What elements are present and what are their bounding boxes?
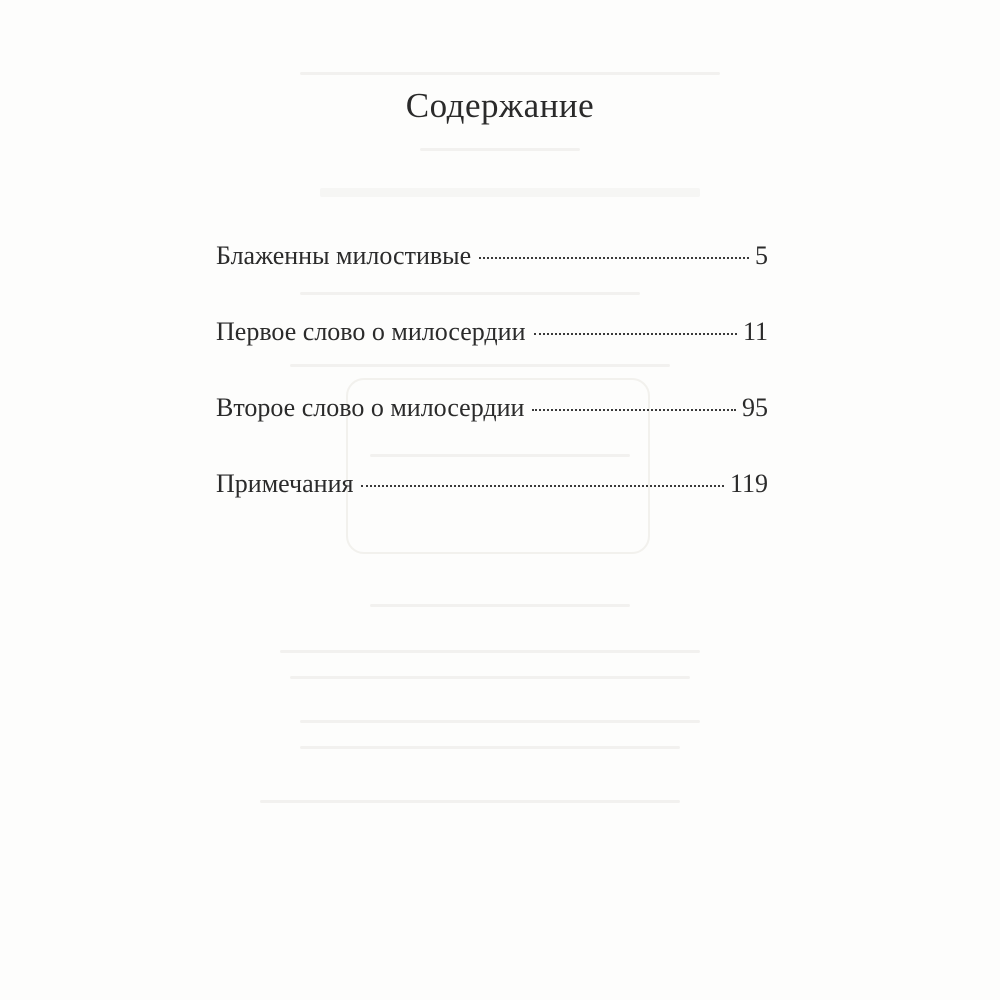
toc-entry-page: 11 (742, 317, 768, 346)
dot-leader (479, 257, 749, 259)
toc-entry-title: Второе слово о милосердии (216, 393, 525, 422)
dot-leader (532, 409, 736, 411)
toc-entry-page: 95 (742, 393, 768, 422)
toc-entry (216, 469, 768, 517)
toc-entry-page: 5 (755, 241, 768, 270)
toc-entry-page: 119 (729, 469, 768, 498)
toc-entry (216, 317, 768, 365)
page-title: Содержание (405, 86, 595, 125)
toc-entry (216, 241, 768, 289)
dot-leader (534, 333, 737, 335)
toc-entry-title: Примечания (216, 469, 354, 498)
dot-leader (361, 485, 724, 487)
toc-entry-title: Первое слово о милосердии (216, 317, 526, 346)
toc-entry (216, 393, 768, 441)
toc-entry-title: Блаженны милостивые (216, 241, 472, 270)
table-of-contents (216, 241, 768, 545)
